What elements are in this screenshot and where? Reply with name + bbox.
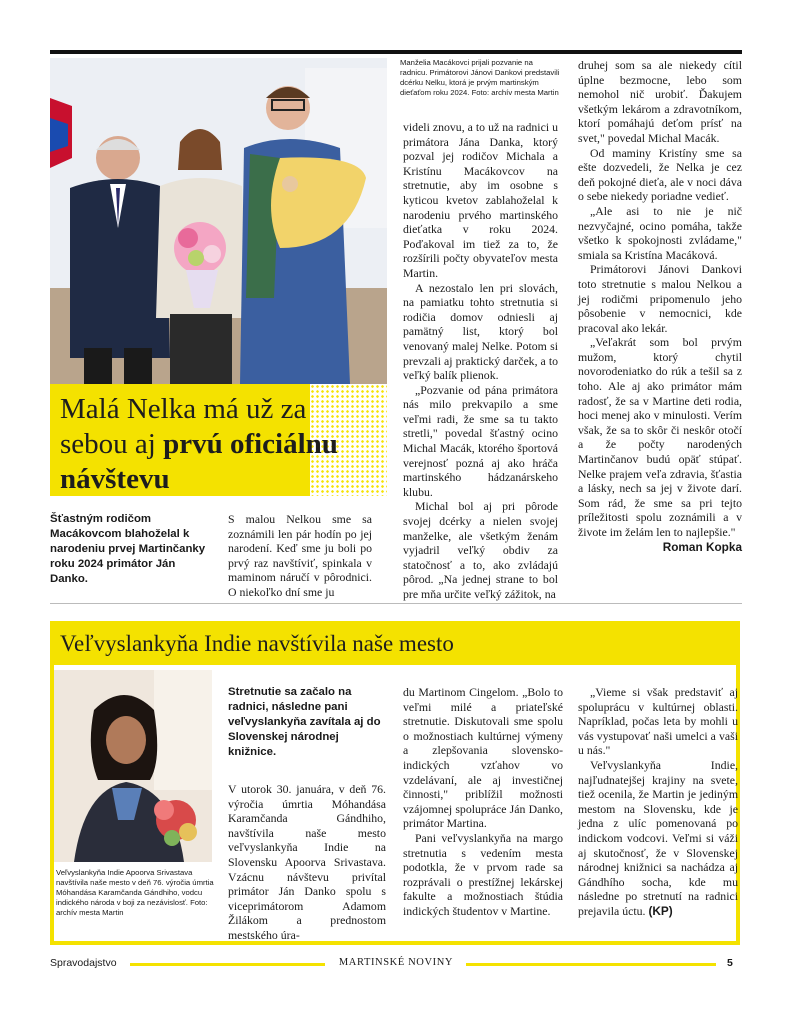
page-number: 5 bbox=[727, 957, 733, 969]
paragraph: videli znovu, a to už na radnici u primátora Jána Danka, ktorý pozval jej rodičov Michala a Kristínu Macákovcov na stretnutie, aby im osobne s kyticou kvetov zablahoželal k narodeniu prvého martinského dieťatka v roku 2024. Poďakoval im tiež za to, že rozšírili počty obyvateľov mesta Martin. bbox=[403, 120, 558, 280]
paragraph-text: „Veľakrát som bol prvým mužom, ktorý chytil novorodeniatko do rúk a tešil sa z toho. Ale aj ako primátor mám radosť, že sa v Martine deti rodia, hoci menej ako v minulosti. Verím však, že sa to skôr či neskôr otočí a že počty narodených Martinčanov budú opäť stúpať. Nelke prajem veľa zdravia, šťastia a lásky, nech sa jej v živote darí. Som rád, že sme sa pri tejto príležitosti spolu zoznámili a v živote im želám len to najlepšie." bbox=[578, 335, 742, 539]
author-signature: Roman Kopka bbox=[662, 539, 742, 554]
paragraph: Michal bol aj pri pôrode svojej dcérky a nielen svojej manželke, ale všetkým ženám vyjadril veľký obdiv za statočnosť a to, ako zvládajú pôrod. „Na jednej strane to bol pre mňa určite veľký zážitok, na bbox=[403, 499, 558, 601]
article1-column-2 bbox=[403, 120, 558, 602]
footer-rule-right bbox=[466, 963, 716, 966]
article2-column-2 bbox=[403, 685, 563, 919]
article1-column-3 bbox=[578, 58, 742, 554]
paragraph: Pani veľvyslankyňa na margo stretnutia s vedením mesta podotkla, že v prvom rade sa rozprávali o prestížnej lekárskej fakulte a možnostiach štúdia indických študentov v Martine. bbox=[403, 830, 563, 918]
headline-1-bold: prvú oficiálnu návštevu bbox=[60, 428, 338, 495]
section-divider bbox=[50, 603, 742, 604]
paragraph: „Vieme si však predstaviť aj spoluprácu v kultúrnej oblasti. Napríklad, počas leta by mohli u vás vystupovať naši umelci a vaši u nás." bbox=[578, 685, 738, 758]
footer-rule-left bbox=[130, 963, 325, 966]
paragraph: du Martinom Cingelom. „Bolo to veľmi milé a priateľské stretnutie. Diskutovali sme spolu o možnostiach kultúrnej výmeny a zlepšovania slovensko-indických vzťahov vo vzdelávaní, ale aj investičnej činnosti," priblížil možnosti vzájomnej spolupráce Ján Danko, primátor Martina. bbox=[403, 685, 563, 831]
paragraph: Od maminy Kristíny sme sa ešte dozvedeli, že Nelka je cez deň pokojné dieťa, ale v noci dáva o sebe niekedy poriadne vedieť. bbox=[578, 145, 742, 204]
family-photo bbox=[50, 58, 387, 384]
photo-caption-1: Manželia Macákovci prijali pozvanie na radnicu. Primátorovi Jánovi Dankovi predstavili dcérku Nelku, ktorá je prvým martinským dieťaťom roku 2024. Foto: archív mesta Martin bbox=[400, 58, 560, 97]
paragraph: V utorok 30. januára, v deň 76. výročia úmrtia Móhandása Karamčanda Gándhiho, navštívila naše mesto veľvyslankyňa Indie na Slovensku Apoorva Srivastava. Vzácnu návštevu privítal primátor Ján Danko spolu s viceprimátorom Adamom Žilákom a prednostom mestského úra- bbox=[228, 782, 386, 942]
paragraph: S malou Nelkou sme sa zoznámili len pár hodín po jej narodení. Keď sme ju boli po prvý raz navštíviť, spinkala v maminom náručí v pôrodnici. O niekoľko dní sme ju bbox=[228, 512, 372, 599]
lead-2: Stretnutie sa začalo na radnici, následne pani veľvyslankyňa zavítala aj do Slovenskej národnej knižnice. bbox=[228, 686, 381, 758]
section-label: Spravodajstvo bbox=[50, 957, 117, 969]
top-rule bbox=[50, 50, 742, 54]
article2-column-1 bbox=[228, 782, 386, 943]
paragraph bbox=[578, 758, 738, 919]
newspaper-name: MARTINSKÉ NOVINY bbox=[338, 957, 454, 968]
paragraph-text: Veľvyslankyňa Indie, najľudnatejšej krajiny na svete, tiež ocenila, že Martin je jediným mestom na Slovensku, kde je jedna z ulíc pomenovaná po indickom vodcovi. Veľmi si váži aj skutočnosť, že v Slovenskej národnej knižnici sa nachádza aj Gándhího socha, kde mu následne po stretnutí na radnici prejavila úctu. bbox=[578, 757, 738, 918]
paragraph: druhej som sa ale niekedy cítil úplne bezmocne, lebo som nemohol nič urobiť. Ďakujem všetkým lekárom a zdravotníkom, ktorí pomáhajú deťom prísť na svet," povedal Michal Macák. bbox=[578, 58, 742, 145]
article2-column-3 bbox=[578, 685, 738, 919]
paragraph: „Ale asi to nie je nič nezvyčajné, ocino pomáha, takže všetko k spokojnosti zvládame," smiala sa Kristína Macáková. bbox=[578, 203, 742, 262]
lead-1: Šťastným rodičom Macákovcom blahoželal k narodeniu prvej Martinčanky roku 2024 primátor Ján Danko. bbox=[50, 513, 206, 585]
paragraph bbox=[578, 335, 742, 554]
headline-1 bbox=[60, 392, 380, 497]
photo-caption-2: Veľvyslankyňa Indie Apoorva Srivastava navštívila naše mesto v deň 76. výročia úmrtia Móhandása Karamčanda Gándhiho, vodcu indického národa v boji za nezávislosť. Foto: archív mesta Martin bbox=[56, 868, 214, 917]
paragraph: „Pozvanie od pána primátora nás milo prekvapilo a sme veľmi radi, že sme sa tu takto stretli," povedal šťastný ocino Michal Macák, ktorého športová verejnosť pozná aj ako hráča martinského hádzanárskeho klubu. bbox=[403, 382, 558, 499]
author-signature: (KP) bbox=[648, 903, 673, 918]
ambassador-photo bbox=[54, 670, 212, 862]
article1-column-1 bbox=[228, 512, 372, 600]
paragraph: Primátorovi Jánovi Dankovi toto stretnutie s malou Nelkou a jej rodičmi pripomenulo jeho pôsobenie v nemocnici, kde pracoval ako lekár. bbox=[578, 262, 742, 335]
article2-title: Veľvyslankyňa Indie navštívila naše mesto bbox=[60, 631, 454, 656]
paragraph: A nezostalo len pri slovách, na pamiatku tohto stretnutia si rodičia domov odniesli aj pamätný list, ktorý bol venovaný malej Nelke. Potom si prevzali aj praktický darček, a to veľký balík plienok. bbox=[403, 280, 558, 383]
headline-1-regular: Malá Nelka má už za sebou aj bbox=[60, 393, 307, 460]
